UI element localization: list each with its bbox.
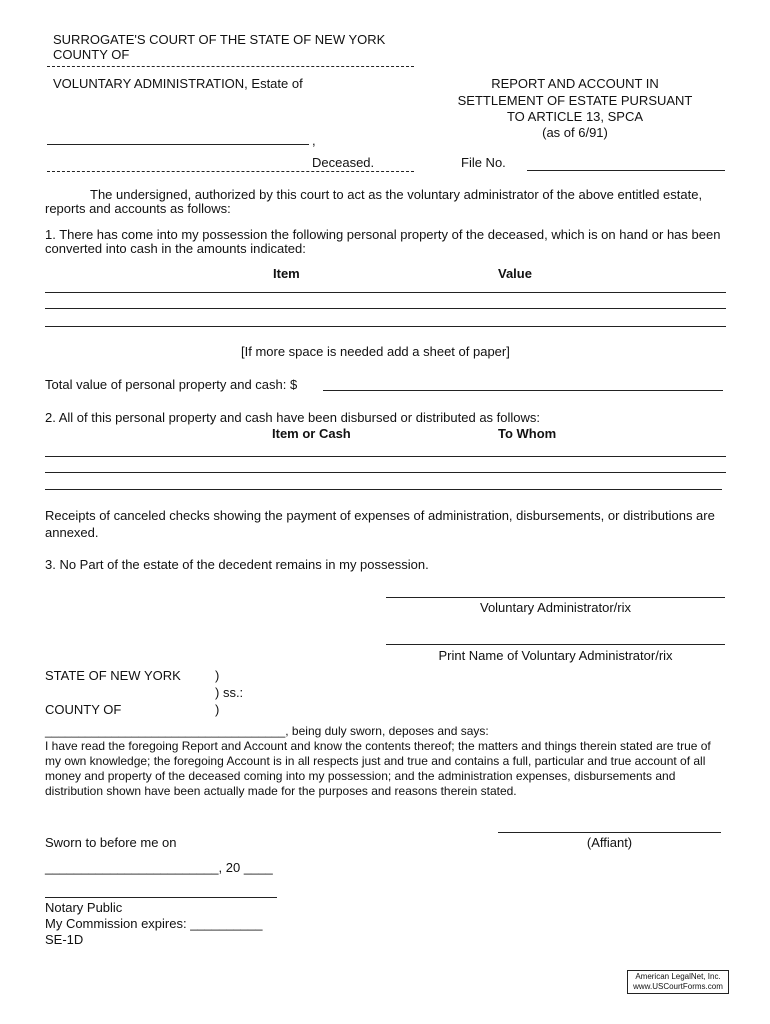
notary-signature-line[interactable] xyxy=(45,897,277,898)
court-name-line1: SURROGATE'S COURT OF THE STATE OF NEW YORK xyxy=(53,32,386,47)
venue-ss: ) ss.: xyxy=(215,685,244,700)
caption-comma: , xyxy=(312,133,316,148)
sworn-date-line[interactable]: ________________________, 20 ____ xyxy=(45,860,273,875)
form-id: SE-1D xyxy=(45,932,84,947)
administrator-signature-label: Voluntary Administrator/rix xyxy=(479,600,631,615)
print-name-label: Print Name of Voluntary Administrator/rix xyxy=(438,648,673,663)
intro-paragraph: The undersigned, authorized by this court to act as the voluntary administrator of the above entitled estate, reports and accounts as follows: xyxy=(45,187,703,216)
publisher-name: American LegalNet, Inc. xyxy=(635,972,721,981)
property-entry-line-3[interactable] xyxy=(45,326,726,327)
administrator-signature-line[interactable] xyxy=(386,597,725,598)
section3-paragraph: 3. No Part of the estate of the decedent remains in my possession. xyxy=(45,557,429,572)
deposes-line: ____________________________________, being duly sworn, deposes and says: xyxy=(45,724,489,738)
to-whom-header: To Whom xyxy=(498,426,557,441)
court-county-label: COUNTY OF xyxy=(53,47,130,62)
commission-expires-label: My Commission expires: __________ xyxy=(45,916,263,931)
notary-public-label: Notary Public xyxy=(45,900,123,915)
venue-state: STATE OF NEW YORK xyxy=(45,668,181,683)
venue-paren-3: ) xyxy=(215,702,220,717)
venue-county: COUNTY OF xyxy=(45,702,122,717)
oath-paragraph: I have read the foregoing Report and Account and know the contents thereof; the matters and things therein stated are true of my own knowledge; the foregoing Account is in all respects just and true and contains a full, particular and true account of all money and property of the deceased coming into my possession; and the administration expenses, disbursements and distribution shown have been actually made for the purposes and reasons therein stated. xyxy=(45,739,711,798)
property-entry-line-1[interactable] xyxy=(45,292,726,293)
file-no-field[interactable] xyxy=(527,170,725,171)
property-entry-line-2[interactable] xyxy=(45,308,726,309)
report-title-line4: (as of 6/91) xyxy=(542,125,608,140)
value-column-header: Value xyxy=(498,266,532,281)
affiant-label: (Affiant) xyxy=(586,835,633,850)
disbursement-line-3[interactable] xyxy=(45,489,722,490)
report-title-line1: REPORT AND ACCOUNT IN xyxy=(491,76,659,91)
receipts-paragraph: Receipts of canceled checks showing the payment of expenses of administration, disbursements, or distributions are annexed. xyxy=(45,508,715,540)
total-value-label: Total value of personal property and cash: $ xyxy=(45,377,298,392)
print-name-line[interactable] xyxy=(386,644,725,645)
disbursement-line-1[interactable] xyxy=(45,456,726,457)
header-divider xyxy=(47,66,414,67)
item-or-cash-header: Item or Cash xyxy=(272,426,351,441)
venue-paren-1: ) xyxy=(215,668,220,683)
publisher-url[interactable]: www.USCourtForms.com xyxy=(633,982,723,991)
file-no-label: File No. xyxy=(461,155,506,170)
report-title-line3: TO ARTICLE 13, SPCA xyxy=(506,109,644,124)
section1-paragraph: 1. There has come into my possession the following personal property of the deceased, which is on hand or has been converted into cash in the amounts indicated: xyxy=(45,227,721,256)
disbursement-line-2[interactable] xyxy=(45,472,726,473)
publisher-box xyxy=(627,970,729,994)
deceased-label: Deceased. xyxy=(312,155,375,170)
item-column-header: Item xyxy=(273,266,300,281)
caption-estate-of: VOLUNTARY ADMINISTRATION, Estate of xyxy=(53,76,303,91)
more-space-note: [If more space is needed add a sheet of paper] xyxy=(241,344,510,359)
report-title-line2: SETTLEMENT OF ESTATE PURSUANT xyxy=(457,93,693,108)
section2-paragraph: 2. All of this personal property and cash have been disbursed or distributed as follows: xyxy=(45,410,541,425)
sworn-before-label: Sworn to before me on xyxy=(45,835,177,850)
caption-divider xyxy=(47,171,414,172)
total-value-field[interactable] xyxy=(323,390,723,391)
affiant-signature-line[interactable] xyxy=(498,832,721,833)
decedent-name-line[interactable] xyxy=(47,144,309,145)
